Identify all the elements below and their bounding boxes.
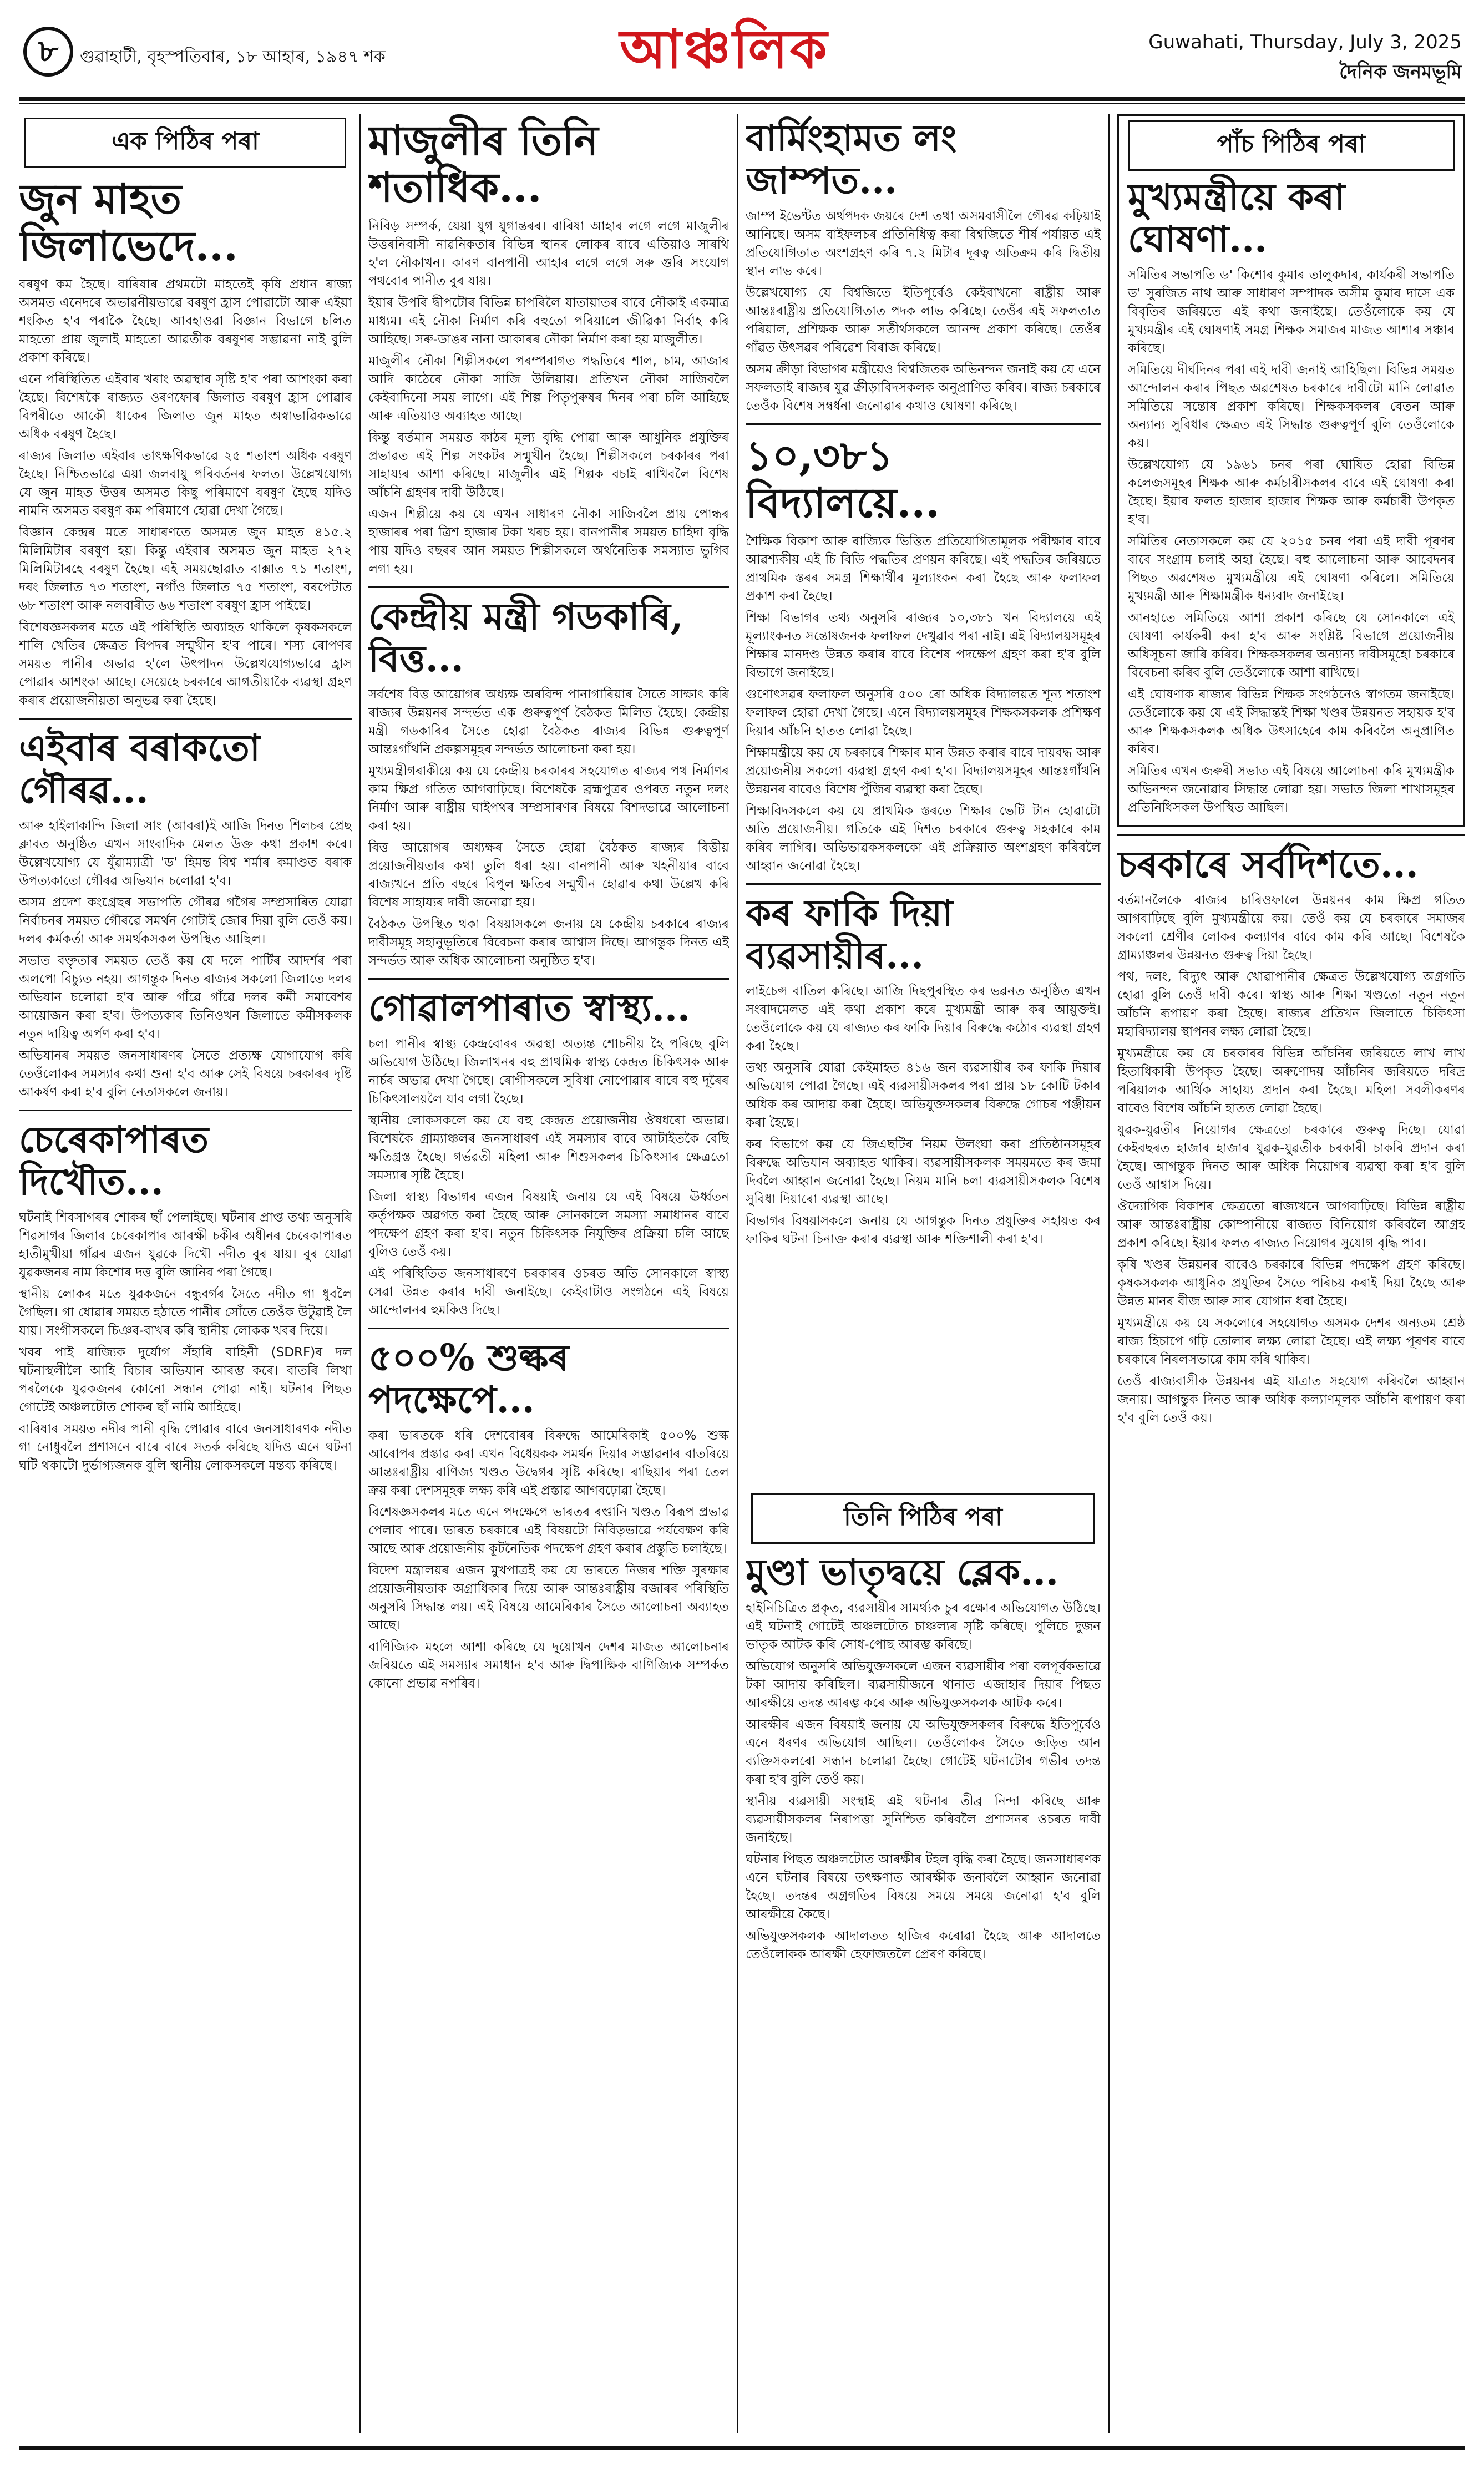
column-3-bottom [746, 1490, 1101, 2433]
newspaper-page [19, 14, 1465, 2450]
article-body [368, 686, 729, 970]
column-3-top [746, 114, 1101, 1479]
paragraph: সমিতিৰ নেতাসকলে কয় যে ২০১৫ চনৰ পৰা এই দাবী পূৰণৰ বাবে সংগ্ৰাম চলাই অহা হৈছে। বহু আলোচনা আৰু আবেদনৰ পিছত অৱশেষত মুখ্যমন্ত্ৰীয়ে এই ঘোষণা কৰিলে। সমিতিয়ে মুখ্যমন্ত্ৰী আৰু শিক্ষামন্ত্ৰীক ধন্যবাদ জনাইছে। [1128, 534, 1455, 604]
paragraph: এনে পৰিস্থিতিত এইবাৰ খৰাং অৱস্থাৰ সৃষ্টি হ'ব পৰা আশংকা কৰা হৈছে। বিশেষকৈ ৰাজ্যত ওৰণফোৰ জিলাত বৰষুণ হ্ৰাস পোৱাৰ বিপৰীতে আকৌ ধাকেৰ জিলাত জুন মাহত অস্বাভাৱিকভাৱে অধিক বৰষুণ হৈছে। [19, 372, 352, 442]
divider [368, 978, 729, 980]
headline: ১০,৩৮১ বিদ্যালয়ে... [746, 432, 940, 527]
headline: বাৰ্মিংহামত লং জাম্পত... [746, 116, 957, 202]
masthead-rule [19, 97, 1465, 101]
dateline-assamese: গুৱাহাটী, বৃহস্পতিবাৰ, ১৮ আহাৰ, ১৯৪৭ শক [80, 47, 386, 67]
page-number: ৮ [23, 27, 73, 77]
article-barak-gaurav [19, 727, 352, 1102]
article-schools [746, 433, 1101, 875]
article-body [746, 1599, 1101, 1964]
column-1 [19, 114, 352, 2433]
article-body [368, 1035, 729, 1320]
headline: ৫০০% শুল্কৰ পদক্ষেপে... [368, 1335, 569, 1421]
divider [368, 586, 729, 588]
dateline-english: Guwahati, Thursday, July 3, 2025 [1148, 31, 1462, 53]
paragraph: বিভাগৰ বিষয়াসকলে জনায় যে আগন্তুক দিনত প্ৰযুক্তিৰ সহায়ত কৰ ফাকিৰ ঘটনা চিনাক্ত কৰাৰ ব্যৱস্থা আৰু শক্তিশালী কৰা হ'ব। [746, 1213, 1101, 1247]
paragraph: সমিতিৰ এখন জৰুৰী সভাত এই বিষয়ে আলোচনা কৰি মুখ্যমন্ত্ৰীক অভিনন্দন জনোৱাৰ সিদ্ধান্ত লোৱা হয়। সভাত জিলা শাখাসমূহৰ প্ৰতিনিধিসকল উপস্থিত আছিল। [1128, 763, 1455, 815]
paragraph: বৰ্তমানলৈকে ৰাজ্যৰ চাৰিওফালে উন্নয়নৰ কাম ক্ষিপ্ৰ গতিত আগবাঢ়িছে বুলি মুখ্যমন্ত্ৰীয়ে কয়। তেওঁ কয় যে চৰকাৰে সমাজৰ সকলো শ্ৰেণীৰ লোকৰ কল্যাণৰ বাবে কাম কৰি আছে। বিশেষকৈ গ্ৰাম্যাঞ্চলৰ উন্নয়নত গুৰুত্ব দিয়া হৈছে। [1117, 893, 1465, 963]
column-separator [737, 114, 738, 2433]
article-body [746, 982, 1101, 1249]
paragraph: যুৱক-যুৱতীৰ নিয়োগৰ ক্ষেত্ৰতো চৰকাৰে গুৰুত্ব দিছে। যোৱা কেইবছৰত হাজাৰ হাজাৰ যুৱক-যুৱতীক চৰকাৰী চাকৰি প্ৰদান কৰা হৈছে। আগন্তুক দিনত আৰু অধিক নিয়োগৰ ব্যৱস্থা কৰা হ'ব বুলি তেওঁ আশ্বাস দিয়ে। [1117, 1122, 1465, 1192]
paragraph: ঔদ্যোগিক বিকাশৰ ক্ষেত্ৰতো ৰাজ্যখনে আগবাঢ়িছে। বিভিন্ন ৰাষ্ট্ৰীয় আৰু আন্তঃৰাষ্ট্ৰীয় কোম্পানীয়ে ৰাজ্যত বিনিয়োগ কৰিবলৈ আগ্ৰহ প্ৰকাশ কৰিছে। ইয়াৰ ফলত ৰাজ্যত নিয়োগৰ সুযোগ বৃদ্ধি পাব। [1117, 1199, 1465, 1250]
paper-name: দৈনিক জনমভূমি [1339, 61, 1462, 83]
article-body [19, 817, 352, 1102]
article-body [1117, 891, 1465, 1427]
paragraph: এজন শিল্পীয়ে কয় যে এখন সাধাৰণ নৌকা সাজিবলৈ প্ৰায় পোন্ধৰ হাজাৰৰ পৰা ত্ৰিশ হাজাৰ টকা খৰচ হয়। বানপানীৰ সময়ত চাহিদা বৃদ্ধি পায় যদিও বছৰৰ আন সময়ত শিল্পীসকলে অৰ্থনৈতিক সমস্যাত ভুগিব লগা হয়। [368, 507, 729, 577]
headline: জুন মাহত জিলাভেদে... [19, 175, 238, 271]
paragraph: শিক্ষা বিভাগৰ তথ্য অনুসৰি ৰাজ্যৰ ১০,৩৮১ খন বিদ্যালয়ে এই মূল্যাংকনত সন্তোষজনক ফলাফল দেখুৱাব পৰা নাই। এই বিদ্যালয়সমূহৰ শিক্ষাৰ মানদণ্ড উন্নত কৰাৰ বাবে বিশেষ পদক্ষেপ গ্ৰহণ কৰা হ'ব বুলি বিভাগে জনাইছে। [746, 610, 1101, 680]
paragraph: জাম্প ইভেণ্টত অৰ্থপদক জয়ৰে দেশ তথা অসমবাসীলৈ গৌৰৱ কঢ়িয়াই আনিছে। অসম বাইফলচৰ প্ৰতিনিধিত্ব কৰা বিশ্বজিতে শীৰ্ষ পৰ্যায়ত এই প্ৰতিযোগিতাত অংশগ্ৰহণ কৰি ৭.২ মিটাৰ দূৰত্ব অতিক্ৰম কৰি দ্বিতীয় স্থান লাভ কৰে। [746, 209, 1101, 278]
paragraph: অসম প্ৰদেশ কংগ্ৰেছৰ সভাপতি গৌৰৱ গগৈৰ সম্প্ৰসাৰিত যোৱা নিৰ্বাচনৰ সময়ত গৌৰৱে সমৰ্থন গোটাই জোৰ দিয়া বুলি তেওঁ কয়। দলৰ কৰ্মকৰ্তা আৰু সমৰ্থকসকল উপস্থিত আছিল। [19, 895, 352, 946]
boxed-article-cm-announcement [1117, 114, 1465, 827]
footer-rule [19, 2446, 1465, 2450]
headline: চৰকাৰে সৰ্বদিশতে... [1117, 842, 1419, 886]
paragraph: সমিতিৰ সভাপতি ড' কিশোৰ কুমাৰ তালুকদাৰ, কাৰ্যকৰী সভাপতি ড' সুৰজিত নাথ আৰু সাধাৰণ সম্পাদক অসীম কুমাৰ দাসে এক বিবৃতিৰ জৰিয়তে এই কথা জনাইছে। তেওঁলোকে কয় যে মুখ্যমন্ত্ৰীৰ এই ঘোষণাই সমগ্ৰ শিক্ষক সমাজৰ মাজত আশাৰ সঞ্চাৰ কৰিছে। [1128, 267, 1455, 356]
paragraph: তেওঁ ৰাজ্যবাসীক উন্নয়নৰ এই যাত্ৰাত সহযোগ কৰিবলৈ আহ্বান জনায়। আগন্তুক দিনত আৰু অধিক কল্যাণমূলক আঁচনি ৰূপায়ণ কৰা হ'ব বুলি তেওঁ কয়। [1117, 1374, 1465, 1425]
paragraph: বৰষুণ কম হৈছে। বাৰিষাৰ প্ৰথমটো মাহতেই কৃষি প্ৰধান ৰাজ্য অসমত এনেদৰে অভাৱনীয়ভাৱে বৰষুণ হ্ৰাস পোৱাটো আৰু এইয়া শংকিত হ'ব পৰাকৈ হৈছে। আবহাওৱা বিজ্ঞান বিভাগে চলিত মাহতো প্ৰায় জুলাই মাহতো আৱতীক বৰষুণৰ সম্ভাৱনা নাই বুলি প্ৰকাশ কৰিছে। [19, 277, 352, 366]
paragraph: উল্লেখযোগ্য যে বিশ্বজিতে ইতিপূৰ্বেও কেইবাখনো ৰাষ্ট্ৰীয় আৰু আন্তঃৰাষ্ট্ৰীয় প্ৰতিযোগিতাত পদক লাভ কৰিছে। তেওঁৰ এই সফলতাত পৰিয়াল, প্ৰশিক্ষক আৰু সতীৰ্থসকলে আনন্দ প্ৰকাশ কৰিছে। তেওঁৰ গাঁৱত উৎসৱৰ পৰিৱেশ বিৰাজ কৰিছে। [746, 285, 1101, 355]
paragraph: অভিযোগ অনুসৰি অভিযুক্তসকলে এজন ব্যৱসায়ীৰ পৰা বলপূৰ্বকভাৱে টকা আদায় কৰিছিল। ব্যৱসায়ীজনে থানাত এজাহাৰ দিয়াৰ পিছত আৰক্ষীয়ে তদন্ত আৰম্ভ কৰে আৰু অভিযুক্তসকলক আটক কৰে। [746, 1659, 1101, 1710]
paragraph: স্থানীয় লোকসকলে কয় যে বহু কেন্দ্ৰত প্ৰয়োজনীয় ঔষধৰো অভাৱ। বিশেষকৈ গ্ৰাম্যাঞ্চলৰ জনসাধাৰণ এই সমস্যাৰ বাবে আটাইতকৈ বেছি ক্ষতিগ্ৰস্ত হৈছে। গৰ্ভৱতী মহিলা আৰু শিশুসকলৰ চিকিৎসাৰ ক্ষেত্ৰতো সমস্যাৰ সৃষ্টি হৈছে। [368, 1113, 729, 1183]
paragraph: আৰক্ষীৰ এজন বিষয়াই জনায় যে অভিযুক্তসকলৰ বিৰুদ্ধে ইতিপূৰ্বেও এনে ধৰণৰ অভিযোগ আছিল। তেওঁলোকৰ সৈতে জড়িত আন ব্যক্তিসকলৰো সন্ধান চলোৱা হৈছে। গোটেই ঘটনাটোৰ গভীৰ তদন্ত কৰা হ'ব বুলি তেওঁ কয়। [746, 1717, 1101, 1787]
paragraph: স্থানীয় ব্যৱসায়ী সংস্থাই এই ঘটনাৰ তীব্ৰ নিন্দা কৰিছে আৰু ব্যৱসায়ীসকলৰ নিৰাপত্তা সুনিশ্চিত কৰিবলৈ প্ৰশাসনৰ ওচৰত দাবী জনাইছে। [746, 1794, 1101, 1845]
section-brand-logo: আঞ্চলিক [619, 18, 830, 80]
paragraph: কৃষি খণ্ডৰ উন্নয়নৰ বাবেও চৰকাৰে বিভিন্ন পদক্ষেপ গ্ৰহণ কৰিছে। কৃষকসকলক আধুনিক প্ৰযুক্তিৰ সৈতে পৰিচয় কৰাই দিয়া হৈছে আৰু উন্নত মানৰ বীজ আৰু সাৰ যোগান ধৰা হৈছে। [1117, 1257, 1465, 1309]
paragraph: মুখ্যমন্ত্ৰীয়ে কয় যে সকলোৰে সহযোগত অসমক দেশৰ অন্যতম শ্ৰেষ্ঠ ৰাজ্য হিচাপে গঢ়ি তোলাৰ লক্ষ্য লোৱা হৈছে। এই লক্ষ্য পূৰণৰ বাবে চৰকাৰে নিৰলসভাৱে কাম কৰি থাকিব। [1117, 1315, 1465, 1367]
paragraph: আনহাতে সমিতিয়ে আশা প্ৰকাশ কৰিছে যে সোনকালে এই ঘোষণা কাৰ্যকৰী কৰা হ'ব আৰু সংশ্লিষ্ট বিভাগে প্ৰয়োজনীয় অধিসূচনা জাৰি কৰিব। শিক্ষকসকলৰ অন্যান্য দাবীসমূহো চৰকাৰে বিবেচনা কৰিব বুলি তেওঁলোকে আশা ৰাখিছে। [1128, 610, 1455, 680]
divider [19, 718, 352, 720]
paragraph: এই পৰিস্থিতিত জনসাধাৰণে চৰকাৰৰ ওচৰত অতি সোনকালে স্বাস্থ্য সেৱা উন্নত কৰাৰ দাবী জনাইছে। কেইবাটাও সংগঠনে এই বিষয়ে আন্দোলনৰ হুমকিও দিছে। [368, 1266, 729, 1318]
article-tax-evasion [746, 893, 1101, 1249]
paragraph: নিবিড় সম্পৰ্ক, যেয়া যুগ যুগান্তৰৰ। বাৰিষা আহাৰ লগে লগে মাজুলীৰ উত্তৰনিবাসী নাৱনিকতাৰ বিভিন্ন স্থানৰ লোকৰ বাবে এতিয়াও সাৰথি হ'ল নৌকাখন। কাৰণ বানপানী আহাৰ লগে লগে সৰু গুৰি সংযোগ পথবোৰ পানীত বুৰ যায়। [368, 219, 729, 289]
paragraph: বৈঠকত উপস্থিত থকা বিষয়াসকলে জনায় যে কেন্দ্ৰীয় চৰকাৰে ৰাজ্যৰ দাবীসমূহ সহানুভূতিৰে বিবেচনা কৰাৰ আশ্বাস দিছে। আগন্তুক দিনত এই সন্দৰ্ভত আৰু অধিক আলোচনা অনুষ্ঠিত হ'ব। [368, 916, 729, 968]
paragraph: বিশেষজ্ঞসকলৰ মতে এই পৰিস্থিতি অব্যাহত থাকিলে কৃষকসকলে শালি খেতিৰ ক্ষেত্ৰত বিপদৰ সন্মুখীন হ'ব পাৰে। শস্য ৰোপণৰ সময়ত পানীৰ অভাৱ হ'লে উৎপাদন উল্লেখযোগ্যভাৱে হ্ৰাস পোৱাৰ আশংকা আছে। সেয়েহে চৰকাৰে আগতীয়াকৈ ব্যৱস্থা গ্ৰহণ কৰাৰ প্ৰয়োজনীয়তা অনুভৱ কৰা হৈছে। [19, 620, 352, 708]
paragraph: শিক্ষামন্ত্ৰীয়ে কয় যে চৰকাৰে শিক্ষাৰ মান উন্নত কৰাৰ বাবে দায়বদ্ধ আৰু প্ৰয়োজনীয় সকলো ব্যৱস্থা গ্ৰহণ কৰা হ'ব। বিদ্যালয়সমূহৰ আন্তঃগাঁথনি উন্নয়নৰ বাবেও বিশেষ পুঁজিৰ ব্যৱস্থা কৰা হৈছে। [746, 745, 1101, 797]
article-goalpara-health [368, 987, 729, 1320]
paragraph: ঘটনাৰ পিছত অঞ্চলটোত আৰক্ষীৰ টহল বৃদ্ধি কৰা হৈছে। জনসাধাৰণক এনে ঘটনাৰ বিষয়ে তৎক্ষণাত আৰক্ষীক জনাবলৈ আহ্বান জনোৱা হৈছে। তদন্তৰ অগ্ৰগতিৰ বিষয়ে সময়ে সময়ে জনোৱা হ'ব বুলি আৰক্ষীয়ে কৈছে। [746, 1852, 1101, 1922]
article-body [19, 276, 352, 710]
headline: গোৱালপাৰাত স্বাস্থ্য... [368, 986, 690, 1030]
headline: মুণ্ডা ভাতৃদ্বয়ে ব্লেক... [746, 1551, 1059, 1594]
masthead-rule-thin [19, 103, 1465, 104]
paragraph: উল্লেখযোগ্য যে ১৯৬১ চনৰ পৰা ঘোষিত হোৱা বিভিন্ন কলেজসমূহৰ শিক্ষক আৰু কৰ্মচাৰীসকলৰ বাবে এই ঘোষণা কৰা হৈছে। ইয়াৰ ফলত হাজাৰ হাজাৰ শিক্ষক আৰু কৰ্মচাৰী উপকৃত হ'ব। [1128, 457, 1455, 527]
paragraph: চলা পানীৰ স্বাস্থ্য কেন্দ্ৰবোৰৰ অৱস্থা অত্যন্ত শোচনীয় হৈ পৰিছে বুলি অভিযোগ উঠিছে। জিলাখনৰ বহু প্ৰাথমিক স্বাস্থ্য কেন্দ্ৰত চিকিৎসক আৰু নাৰ্চৰ অভাৱ দেখা গৈছে। ৰোগীসকলে সুবিধা নোপোৱাৰ বাবে বহু দূৰৈৰ চিকিৎসালয়লৈ যাব লগা হৈছে। [368, 1036, 729, 1106]
article-gadkari [368, 596, 729, 970]
headline: চেৰেকাপাৰত দিখৌত... [19, 1117, 209, 1203]
article-body [1128, 266, 1455, 817]
kicker-page-five: পাঁচ পিঠিৰ পৰা [1128, 120, 1455, 171]
paragraph: বিশেষজ্ঞসকলৰ মতে এনে পদক্ষেপে ভাৰতৰ ৰপ্তানি খণ্ডত বিৰূপ প্ৰভাৱ পেলাব পাৰে। ভাৰত চৰকাৰে এই বিষয়টো নিবিড়ভাৱে পৰ্যবেক্ষণ কৰি আছে আৰু প্ৰয়োজনীয় কূটনৈতিক পদক্ষেপ গ্ৰহণ কৰাৰ প্ৰস্তুতি চলাইছে। [368, 1504, 729, 1556]
article-munda-brothers [746, 1552, 1101, 1964]
paragraph: বিজ্ঞান কেন্দ্ৰৰ মতে সাধাৰণতে অসমত জুন মাহত ৪১৫.২ মিলিমিটাৰ বৰষুণ হয়। কিন্তু এইবাৰ অসমত জুন মাহত ২৭২ মিলিমিটাৰহে বৰষুণ হৈছে। এই সময়ছোৱাত বাক্সাত ৭১ শতাংশ, দৰং জিলাত ৭৩ শতাংশ, নগাঁও জিলাত ৭৫ শতাংশ, বৰপেটাত ৬৮ শতাংশ আৰু নলবাৰীত ৬৬ শতাংশ বৰষুণ হ্ৰাস পাইছে। [19, 525, 352, 614]
paragraph: বিদেশ মন্ত্ৰালয়ৰ এজন মুখপাত্ৰই কয় যে ভাৰতে নিজৰ শক্তি সুৰক্ষাৰ প্ৰয়োজনীয়তাক অগ্ৰাধিকাৰ দিয়ে আৰু আন্তঃৰাষ্ট্ৰীয় বজাৰৰ পৰিস্থিতি অনুসৰি সিদ্ধান্ত লয়। এই বিষয়ে আমেৰিকাৰ সৈতে আলোচনা অব্যাহত আছে। [368, 1563, 729, 1633]
article-june-rain [19, 176, 352, 710]
article-body [19, 1209, 352, 1475]
article-cherekapar [19, 1119, 352, 1475]
paragraph: খবৰ পাই ৰাজ্যিক দুৰ্যোগ সঁহাৰি বাহিনী (SDRF)ৰ দল ঘটনাস্থলীলৈ আহি বিচাৰ অভিযান আৰম্ভ কৰে। বাতৰি লিখা পৰলৈকে যুৱকজনৰ কোনো সন্ধান পোৱা নাই। ঘটনাৰ পিছত গোটেই অঞ্চলটোত শোকৰ ছাঁ নামি আহিছে। [19, 1345, 352, 1415]
paragraph: শৈক্ষিক বিকাশ আৰু ৰাজ্যিক ভিত্তিত প্ৰতিযোগিতামূলক পৰীক্ষাৰ বাবে আৱশ্যকীয় এই চি বিডি পদ্ধতিৰ প্ৰণয়ন কৰিছে। এই পদ্ধতিৰ জৰিয়তে প্ৰাথমিক স্তৰৰ সমগ্ৰ শিক্ষাৰ্থীৰ মূল্যাংকন কৰা হৈছে আৰু ফলাফল প্ৰকাশ কৰা হৈছে। [746, 534, 1101, 604]
article-body [746, 207, 1101, 416]
kicker-page-one: এক পিঠিৰ পৰা [24, 118, 346, 168]
column-4 [1117, 114, 1465, 2433]
paragraph: সমিতিয়ে দীৰ্ঘদিনৰ পৰা এই দাবী জনাই আহিছিল। বিভিন্ন সময়ত আন্দোলন কৰাৰ পিছত অৱশেষত চৰকাৰে দাবীটো মানি লোৱাত সমিতিয়ে সন্তোষ প্ৰকাশ কৰিছে। শিক্ষকসকলৰ বেতন আৰু অন্যান্য সুবিধাৰ ক্ষেত্ৰত এই সিদ্ধান্ত গুৰুত্বপূৰ্ণ বুলি তেওঁলোকে কয়। [1128, 362, 1455, 450]
paragraph: সভাত বক্তৃতাৰ সময়ত তেওঁ কয় যে দলে পাৰ্টিৰ আদৰ্শৰ পৰা অলপো বিচ্যুত নহয়। আগন্তুক দিনত ৰাজ্যৰ সকলো জিলাতে দলৰ অভিযান চলোৱা হ'ব আৰু গাঁৱে গাঁৱে দলৰ কৰ্মী সমাবেশৰ আয়োজন কৰা হ'ব। উপত্যকাৰ তিনিওখন জিলাতে কৰ্মীসকলক নতুন দায়িত্ব অৰ্পণ কৰা হ'ব। [19, 953, 352, 1041]
divider [1117, 834, 1465, 836]
paragraph: কিন্তু বৰ্তমান সময়ত কাঠৰ মূল্য বৃদ্ধি পোৱা আৰু আধুনিক প্ৰযুক্তিৰ প্ৰভাৱত এই শিল্প সংকটৰ সন্মুখীন হৈছে। শিল্পীসকলে চৰকাৰৰ পৰা সাহায্যৰ আশা কৰিছে। মাজুলীৰ এই শিল্পক বচাই ৰাখিবলৈ বিশেষ আঁচনি গ্ৰহণৰ দাবী উঠিছে। [368, 430, 729, 500]
article-birmingham [746, 118, 1101, 416]
paragraph: বাৰিষাৰ সময়ত নদীৰ পানী বৃদ্ধি পোৱাৰ বাবে জনসাধাৰণক নদীত গা নোধুবলৈ প্ৰশাসনে বাৰে বাৰে সতৰ্ক কৰিছে যদিও এনে ঘটনা ঘটি থকাটো দুৰ্ভাগ্যজনক বুলি স্থানীয় লোকসকলে মন্তব্য কৰিছে। [19, 1421, 352, 1473]
paragraph: হাইনিচিত্ৰিত প্ৰকৃত, ব্যৱসায়ীৰ সামৰ্থ্যক চুৰ ৰক্ষোৰ অভিযোগত উঠিছে। এই ঘটনাই গোটেই অঞ্চলটোত চাঞ্চল্যৰ সৃষ্টি কৰিছে। পুলিচে দুজন ভাতৃক আটক কৰি সোধ-পোছ আৰম্ভ কৰিছে। [746, 1600, 1101, 1652]
paragraph: জিলা স্বাস্থ্য বিভাগৰ এজন বিষয়াই জনায় যে এই বিষয়ে ঊৰ্ধ্বতন কৰ্তৃপক্ষক অৱগত কৰা হৈছে আৰু সোনকালে সমস্যা সমাধানৰ বাবে পদক্ষেপ গ্ৰহণ কৰা হ'ব। নতুন চিকিৎসক নিযুক্তিৰ প্ৰক্ৰিয়া চলি আছে বুলিও তেওঁ কয়। [368, 1189, 729, 1259]
paragraph: বাণিজ্যিক মহলে আশা কৰিছে যে দুয়োখন দেশৰ মাজত আলোচনাৰ জৰিয়তে এই সমস্যাৰ সমাধান হ'ব আৰু দ্বিপাক্ষিক বাণিজ্যিক সম্পৰ্কত কোনো প্ৰভাৱ নপৰিব। [368, 1639, 729, 1691]
article-tariff [368, 1337, 729, 1693]
column-2 [368, 114, 729, 2433]
article-body [368, 1427, 729, 1693]
paragraph: ৰাজ্যৰ জিলাত এইবাৰ তাৎক্ষণিকভাৱে ২৫ শতাংশ অধিক বৰষুণ হৈছে। নিশ্চিতভাৱে এয়া জলবায়ু পৰিবৰ্তনৰ ফলত। উল্লেখযোগ্য যে জুন মাহত উত্তৰ অসমত কিছু পৰিমাণে বৰষুণ হৈছে যদিও নামনি অসমত বৰষুণ কম পৰিমাণে হোৱা দেখা গৈছে। [19, 449, 352, 519]
paragraph: অসম ক্ৰীড়া বিভাগৰ মন্ত্ৰীয়েও বিশ্বজিতক অভিনন্দন জনাই কয় যে এনে সফলতাই ৰাজ্যৰ যুৱ ক্ৰীড়াবিদসকলক অনুপ্ৰাণিত কৰিব। ৰাজ্য চৰকাৰে তেওঁক বিশেষ সম্বৰ্ধনা জনোৱাৰ কথাও ঘোষণা কৰিছে। [746, 362, 1101, 413]
paragraph: ইয়াৰ উপৰি দ্বীপটোৰ বিভিন্ন চাপৰিলৈ যাতায়াতৰ বাবে নৌকাই একমাত্ৰ মাধ্যম। এই নৌকা নিৰ্মাণ কৰি বহুতো পৰিয়ালে জীৱিকা নিৰ্বাহ কৰি আহিছে। সৰু-ডাঙৰ নানা আকাৰৰ নৌকা নিৰ্মাণ কৰা হয় মাজুলীত। [368, 296, 729, 347]
kicker-page-three: তিনি পিঠিৰ পৰা [751, 1493, 1095, 1544]
divider [19, 1110, 352, 1111]
article-body [746, 533, 1101, 875]
paragraph: লাইচেন্স বাতিল কৰিছে। আজি দিছপুৰস্থিত কৰ ভৱনত অনুষ্ঠিত এখন সংবাদমেলত এই কথা প্ৰকাশ কৰে মুখ্যমন্ত্ৰী আৰু কৰ আয়ুক্তই। তেওঁলোকে কয় যে ৰাজ্যত কৰ ফাকি দিয়াৰ বিৰুদ্ধে কঠোৰ ব্যৱস্থা গ্ৰহণ কৰা হৈছে। [746, 984, 1101, 1053]
paragraph: এই ঘোষণাক ৰাজ্যৰ বিভিন্ন শিক্ষক সংগঠনেও স্বাগতম জনাইছে। তেওঁলোকে কয় যে এই সিদ্ধান্তই শিক্ষা খণ্ডৰ উন্নয়নত সহায়ক হ'ব আৰু শিক্ষকসকলক অধিক উৎসাহেৰে কাম কৰিবলৈ অনুপ্ৰাণিত কৰিব। [1128, 687, 1455, 757]
headline: মুখ্যমন্ত্ৰীয়ে কৰা ঘোষণা... [1128, 175, 1345, 261]
column-separator [1108, 114, 1110, 2433]
paragraph: ঘটনাই শিবসাগৰৰ শোকৰ ছাঁ পেলাইছে। ঘটনাৰ প্ৰাপ্ত তথ্য অনুসৰি শিৱসাগৰ জিলাৰ চেৰেকাপাৰ আৰক্ষী চকীৰ অধীনৰ চেৰেকাপাৰত হাতীমুখীয়া গাঁৱৰ এজন যুৱকে দিখৌ নদীত বুৰ যায়। বুৰ যোৱা যুৱকজনৰ নাম কিশোৰ দত্ত বুলি জানিব পৰা গৈছে। [19, 1210, 352, 1280]
paragraph: সৰ্বশেষ বিত্ত আয়োগৰ অধ্যক্ষ অৰবিন্দ পানাগাৰিয়াৰ সৈতে সাক্ষাৎ কৰি ৰাজ্যৰ উন্নয়নৰ সন্দৰ্ভত এক গুৰুত্বপূৰ্ণ বৈঠকত মিলিত হৈছে। কেন্দ্ৰীয় মন্ত্ৰী গডকাৰিৰ সৈতে হোৱা বৈঠকত ৰাজ্যৰ বিভিন্ন গুৰুত্বপূৰ্ণ আন্তঃগাঁথনি প্ৰকল্পসমূহৰ সন্দৰ্ভত আলোচনা কৰা হয়। [368, 687, 729, 757]
divider [368, 1328, 729, 1329]
paragraph: স্থানীয় লোকৰ মতে যুৱকজনে বন্ধুবৰ্গৰ সৈতে নদীত গা ধুবলৈ গৈছিল। গা ধোৱাৰ সময়ত হঠাতে পানীৰ সোঁতে তেওঁক উটুৱাই লৈ যায়। সংগীসকলে চিঞৰ-বাখৰ কৰি স্থানীয় লোকক খবৰ দিয়ে। [19, 1286, 352, 1338]
headline: কেন্দ্ৰীয় মন্ত্ৰী গডকাৰি, বিত্ত... [368, 595, 683, 681]
masthead [19, 14, 1465, 98]
divider [746, 423, 1101, 425]
headline: এইবাৰ বৰাকতো গৌৰৱ... [19, 726, 260, 812]
article-majuli [368, 118, 729, 579]
paragraph: গুণোৎসৱৰ ফলাফল অনুসৰি ৫০০ ৰো অধিক বিদ্যালয়ত শূন্য শতাংশ ফলাফল হোৱা দেখা গৈছে। এনে বিদ্যালয়সমূহৰ শিক্ষকসকলক প্ৰশিক্ষণ দিয়াৰ আঁচনি হাতত লোৱা হৈছে। [746, 687, 1101, 738]
headline: কৰ ফাকি দিয়া ব্যৱসায়ীৰ... [746, 891, 953, 977]
paragraph: তথ্য অনুসৰি যোৱা কেইমাহত ৪১৬ জন ব্যৱসায়ীৰ কৰ ফাকি দিয়াৰ অভিযোগ পোৱা গৈছে। এই ব্যৱসায়ীসকলৰ পৰা প্ৰায় ১৮ কোটি টকাৰ অধিক কৰ আদায় কৰা হৈছে। অভিযুক্তসকলৰ বিৰুদ্ধে গোচৰ পঞ্জীয়ন কৰা হৈছে। [746, 1060, 1101, 1130]
paragraph: কৰ বিভাগে কয় যে জিএছটিৰ নিয়ম উলংঘা কৰা প্ৰতিষ্ঠানসমূহৰ বিৰুদ্ধে অভিযান অব্যাহত থাকিব। ব্যৱসায়ীসকলক সময়মতে কৰ জমা দিবলৈ আহ্বান জনোৱা হৈছে। নিয়ম মানি চলা ব্যৱসায়ীসকলক বিশেষ সুবিধা দিয়াৰো ব্যৱস্থা আছে। [746, 1137, 1101, 1207]
paragraph: মুখ্যমন্ত্ৰীগৰাকীয়ে কয় যে কেন্দ্ৰীয় চৰকাৰৰ সহযোগত ৰাজ্যৰ পথ নিৰ্মাণৰ কাম ক্ষিপ্ৰ গতিত আগবাঢ়িছে। বিশেষকৈ ব্ৰহ্মপুত্ৰৰ ওপৰত নতুন দলং নিৰ্মাণ আৰু ৰাষ্ট্ৰীয় ঘাইপথৰ সম্প্ৰসাৰণৰ বিষয়ে বিশদভাৱে আলোচনা কৰা হয়। [368, 763, 729, 833]
paragraph: আৰু হাইলাকান্দি জিলা সাং (আবৰা)ই আজি দিনত শিলচৰ প্ৰেছ ক্লাবত অনুষ্ঠিত এখন সাংবাদিক মেলত উক্ত কথা প্ৰকাশ কৰে। উল্লেখযোগ্য যে যুঁৱাম্যাত্ৰী 'ড' হিমন্ত বিশ্ব শৰ্মাৰ কমাণ্ডত বৰাক উপত্যকাতো গৌৰৱ অভিযান চলোৱা হ'ব। [19, 818, 352, 888]
paragraph: মুখ্যমন্ত্ৰীয়ে কয় যে চৰকাৰৰ বিভিন্ন আঁচনিৰ জৰিয়তে লাখ লাখ হিতাধিকাৰী উপকৃত হৈছে। অৰুণোদয় আঁচনিৰ জৰিয়তে দৰিদ্ৰ পৰিয়ালক আৰ্থিক সাহায্য প্ৰদান কৰা হৈছে। মহিলা সবলীকৰণৰ বাবেও বিশেষ আঁচনি হাতত লোৱা হৈছে। [1117, 1046, 1465, 1116]
article-government-all-directions [1117, 844, 1465, 1427]
column-separator [359, 114, 361, 2433]
paragraph: শিক্ষাবিদসকলে কয় যে প্ৰাথমিক স্তৰতে শিক্ষাৰ ভেটি টান হোৱাটো অতি প্ৰয়োজনীয়। গতিকে এই দিশত চৰকাৰে গুৰুত্ব সহকাৰে কাম কৰিব লাগিব। অভিভাৱকসকলকো এই প্ৰক্ৰিয়াত অংশগ্ৰহণ কৰিবলৈ আহ্বান জনোৱা হৈছে। [746, 803, 1101, 873]
paragraph: কৰা ভাৰতকে ধৰি দেশবোৰৰ বিৰুদ্ধে আমেৰিকাই ৫০০% শুল্ক আৰোপৰ প্ৰস্তাৱ কৰা এখন বিধেয়কক সমৰ্থন দিয়াৰ সম্ভাৱনাৰ বাতৰিয়ে আন্তঃৰাষ্ট্ৰীয় বাণিজ্য খণ্ডত উদ্বেগৰ সৃষ্টি কৰিছে। ৰাছিয়াৰ পৰা তেল ক্ৰয় কৰা দেশসমূহক লক্ষ্য কৰি এই প্ৰস্তাৱ আগবঢ়োৱা হৈছে। [368, 1428, 729, 1498]
paragraph: পথ, দলং, বিদ্যুৎ আৰু খোৱাপানীৰ ক্ষেত্ৰত উল্লেখযোগ্য অগ্ৰগতি হোৱা বুলি তেওঁ দাবী কৰে। স্বাস্থ্য আৰু শিক্ষা খণ্ডতো নতুন নতুন আঁচনি ৰূপায়ণ কৰা হৈছে। ৰাজ্যৰ প্ৰতিখন জিলাতে চিকিৎসা মহাবিদ্যালয় স্থাপনৰ লক্ষ্য লোৱা হৈছে। [1117, 969, 1465, 1039]
divider [746, 883, 1101, 885]
dateline-english-block [1148, 31, 1462, 89]
paragraph: বিত্ত আয়োগৰ অধ্যক্ষৰ সৈতে হোৱা বৈঠকত ৰাজ্যৰ বিত্তীয় প্ৰয়োজনীয়তাৰ কথা তুলি ধৰা হয়। বানপানী আৰু খহনীয়াৰ বাবে ৰাজ্যখনে প্ৰতি বছৰে বিপুল ক্ষতিৰ সন্মুখীন হোৱাৰ কথা উল্লেখ কৰি বিশেষ সাহায্যৰ দাবী জনোৱা হয়। [368, 840, 729, 910]
paragraph: অভিযুক্তসকলক আদালতত হাজিৰ কৰোৱা হৈছে আৰু আদালতে তেওঁলোকক আৰক্ষী হেফাজতলৈ প্ৰেৰণ কৰিছে। [746, 1928, 1101, 1962]
headline: মাজুলীৰ তিনি শতাধিক... [368, 117, 599, 212]
paragraph: মাজুলীৰ নৌকা শিল্পীসকলে পৰম্পৰাগত পদ্ধতিৰে শাল, চাম, আজাৰ আদি কাঠেৰে নৌকা সাজি উলিয়ায়। প্ৰতিখন নৌকা সাজিবলৈ কেইবাদিনো সময় লাগে। এই শিল্প পিতৃপুৰুষৰ দিনৰ পৰা চলি আহিছে আৰু এতিয়াও অব্যাহত আছে। [368, 354, 729, 424]
paragraph: অভিযানৰ সময়ত জনসাধাৰণৰ সৈতে প্ৰত্যক্ষ যোগাযোগ কৰি তেওঁলোকৰ সমস্যাৰ কথা শুনা হ'ব আৰু সেই বিষয়ে চৰকাৰৰ দৃষ্টি আকৰ্ষণ কৰা হ'ব বুলি নেতাসকলে জনায়। [19, 1048, 352, 1100]
article-body [368, 217, 729, 579]
